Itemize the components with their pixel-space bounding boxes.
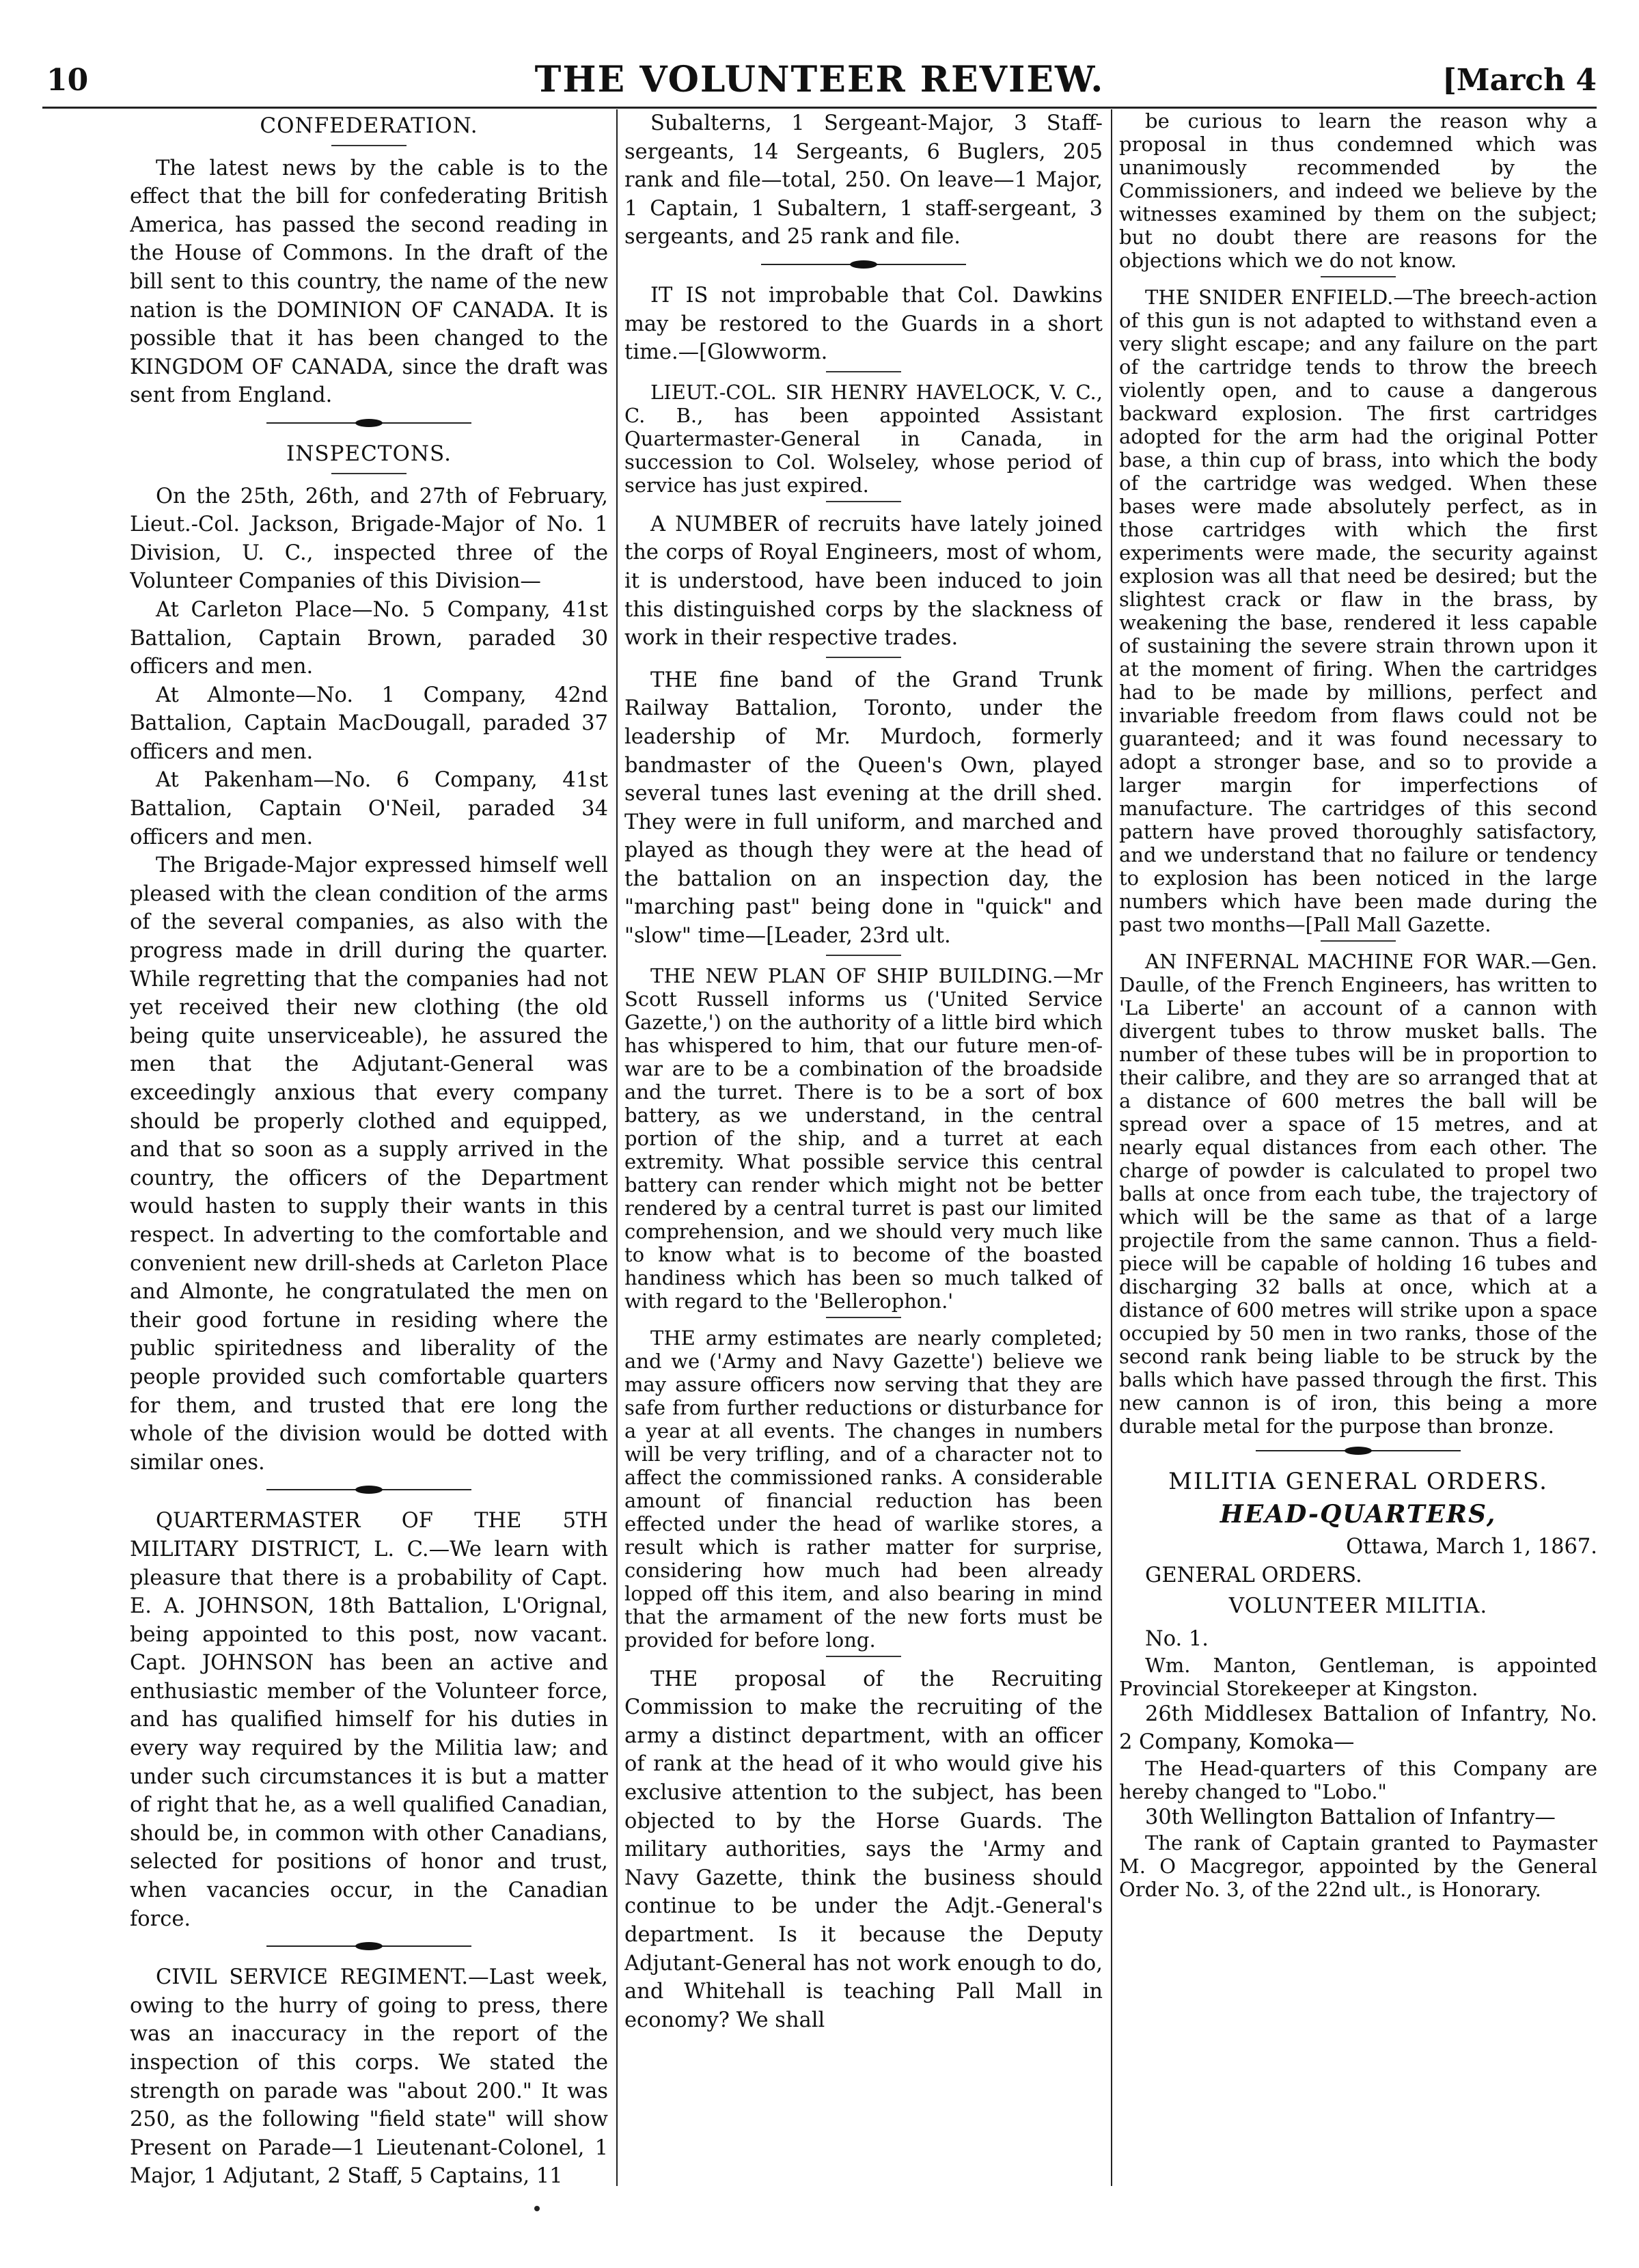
article-body-civil-service: —Last week, owing to the hurry of going to press, there was an inaccuracy in the report of the inspection of this corps. We stated the strength on parade was "about 200." It was 250, as the following "field state" will show Present on Parade—1 Lieutenant-Colonel, 1 Major, 1 Adjutant, 2 Staff, 5 Captains, 11 — [130, 1965, 608, 2189]
publication-title: THE VOLUNTEER REVIEW. — [534, 59, 1105, 100]
masthead-rule — [42, 107, 1597, 109]
order-middlesex-body: The Head-quarters of this Company are hereby changed to "Lobo." — [1119, 1756, 1597, 1803]
article-heading-inspections: INSPECTONS. — [286, 441, 452, 466]
orders-heading: MILITIA GENERAL ORDERS. — [1168, 1468, 1548, 1495]
heading-rule — [331, 473, 407, 474]
orders-dateline: Ottawa, March 1, 1867. — [1346, 1535, 1597, 1559]
order-wellington-body: The rank of Captain granted to Paymaster M. O Macgregor, appointed by the General Order No. 3, of the 22nd ult., is Honorary. — [1119, 1831, 1597, 1902]
article-lead-havelock: LIEUT.-COL. SIR HENRY HAVELOCK, V. C., C. B., — [624, 380, 1103, 427]
section-ornament — [266, 418, 471, 428]
article-inspections-pakenham: At Pakenham—No. 6 Company, 41st Battalion, Captain O'Neil, paraded 34 officers and men. — [130, 768, 608, 849]
article-lead-ship-building: THE NEW PLAN OF SHIP BUILDING. — [650, 964, 1053, 987]
article-inspections-carleton: At Carleton Place—No. 5 Company, 41st Battalion, Captain Brown, paraded 30 officers and men. — [130, 597, 608, 679]
article-rule — [1321, 276, 1396, 277]
page-number: 10 — [46, 63, 89, 98]
article-rule — [826, 371, 901, 372]
article-quartermaster — [130, 1507, 608, 1933]
article-body-ship-building: —Mr Scott Russell informs us ('United Service Gazette,') on the authority of a little bird which has whispered to him, that our future men-of-war are to be a combination of the broadside and the turret. There is to be a sort of box battery, as we understand, in the central portion of the ship, and a turret at each extremity. What possible service this central battery can render which might not be better rendered by a central turret is past our limited comprehension, and we should very much like to know what is to become of the boasted handiness which has been so much talked of with regard to the 'Bellerophon.' — [624, 964, 1103, 1313]
article-ship-building — [624, 964, 1103, 1313]
article-body-quartermaster: —We learn with pleasure that there is a probability of Capt. E. A. JOHNSON, 18th Battalion, L'Orignal, being appointed to this post, now vacant. Capt. JOHNSON has been an active and enthusiastic member of the Volunteer force, and has qualified himself for his duties in every way required by the Militia law; and under such circumstances it is but a matter of right that he, as a well qualified Canadian, should be, in common with other Canadians, selected for positions of honor and trust, when vacancies occur, in the Canadian force. — [130, 1537, 608, 1931]
article-rule — [826, 955, 901, 956]
section-ornament — [761, 260, 966, 269]
article-rule — [1321, 940, 1396, 942]
order-number: No. 1. — [1145, 1626, 1209, 1651]
article-heading-confederation: CONFEDERATION. — [260, 113, 478, 138]
section-ornament — [266, 1941, 471, 1951]
masthead — [42, 59, 1597, 107]
article-dawkins: IT IS not improbable that Col. Dawkins may be restored to the Guards in a short time.—[Glowworm. — [624, 283, 1103, 365]
column-3 — [1119, 109, 1597, 2196]
article-inspections-almonte: At Almonte—No. 1 Company, 42nd Battalion, Captain MacDougall, paraded 37 officers and men. — [130, 683, 608, 764]
article-body-havelock: has been appointed Assistant Quartermaster-General in Canada, in succession to Col. Wolseley, whose period of service has just expired. — [624, 403, 1103, 497]
headquarters-heading: HEAD-QUARTERS, — [1220, 1499, 1497, 1529]
column-2 — [624, 109, 1103, 2196]
article-recruiting-commission: THE proposal of the Recruiting Commission to make the recruiting of the army a distinct department, with an officer of rank at the head of it who would give his exclusive attention to the subject, has been objected to by the Horse Guards. The military authorities, says the 'Army and Navy Gazette, think the business should continue to be under the Adjt.-General's department. Is it because the Deputy Adjutant-General has not work enough to do, and Whitehall is teaching Pall Mall in economy? We shall — [624, 1667, 1103, 2032]
article-rule — [826, 657, 901, 658]
column-divider — [616, 109, 618, 2186]
article-rule — [826, 501, 901, 502]
article-havelock — [624, 381, 1103, 497]
article-rule — [826, 1656, 901, 1657]
article-body-snider-enfield: —The breech-action of this gun is not adapted to withstand even a very slight escape; and any failure on the part of the cartridge tends to throw the breech violently open, and to cause a dangerous backward explosion. The first cartridges adopted for the arm had the original Potter base, a thin cup of brass, into which the body of the cartridge was wedged. When these bases were made absolutely perfect, as in those cartridges with which the first experiments were made, the security against explosion was all that need be desired; but the slightest crack or flaw in the brass, by weakening the base, rendered it less capable of sustaining the severe strain thrown upon it at the moment of firing. When the cartridges had to be made by millions, perfect and invariable freedom from flaws could not be guaranteed; and it was found necessary to adopt a stronger base, and so to provide a larger margin for imperfections of manufacture. The cartridges of this second pattern have proved thoroughly satisfactory, and we understand that no failure or tendency to explosion has been noticed in the large numbers which have been made during the past two months—[Pall Mall Gazette. — [1119, 286, 1597, 936]
heading-rule — [331, 145, 407, 146]
article-recruiting-continued: be curious to learn the reason why a proposal in thus condemned which was unanimously recommended by the Commissioners, and indeed we believe by the witnesses examined by them on the subject; but no doubt there are reasons for the objections which we do not know. — [1119, 109, 1597, 272]
article-snider-enfield — [1119, 286, 1597, 936]
print-mark — [534, 2206, 540, 2211]
order-manton: Wm. Manton, Gentleman, is appointed Provincial Storekeeper at Kingston. — [1119, 1653, 1597, 1700]
order-middlesex-heading: 26th Middlesex Battalion of Infantry, No. 2 Company, Komoka— — [1119, 1702, 1597, 1755]
article-body-infernal-machine: —Gen. Daulle, of the French Engineers, has written to 'La Liberte' an account of a cannon with divergent tubes to throw musket balls. The number of these tubes will be in proportion to their calibre, and they are so arranged that at a distance of 600 metres the ball will be spread over a space of 15 metres, and at nearly equal distances from each other. The charge of powder is calculated to propel two balls at once from each tube, the trajectory of which will be the same as that of a large projectile from the same cannon. Thus a field-piece will be capable of holding 16 tubes and discharging 32 balls at once, which at a distance of 600 metres will strike upon a space occupied by 50 men in two ranks, those of the second rank being liable to be struck by the balls which have passed through the first. This new cannon is of iron, this being a more durable metal for the purpose than bronze. — [1119, 950, 1597, 1438]
column-1 — [130, 109, 608, 2196]
article-confederation: The latest news by the cable is to the effect that the bill for confederating British America, has passed the second reading in the House of Commons. In the draft of the bill sent to this country, the name of the new nation is the DOMINION OF CANADA. It is possible that it has been changed to the KINGDOM OF CANADA, since the draft was sent from England. — [130, 156, 608, 408]
article-lead-infernal-machine: AN INFERNAL MACHINE FOR WAR. — [1145, 950, 1531, 973]
article-lead-quartermaster: QUARTERMASTER OF THE 5TH MILITARY DISTRICT, L. C. — [130, 1509, 608, 1561]
general-orders-label: GENERAL ORDERS. — [1145, 1563, 1362, 1587]
article-lead-snider-enfield: THE SNIDER ENFIELD. — [1145, 286, 1394, 309]
column-divider — [1111, 109, 1112, 2186]
section-ornament — [1256, 1446, 1461, 1456]
article-army-estimates: THE army estimates are nearly completed; and we ('Army and Navy Gazette') believe we may assure officers now serving that they are safe from further reductions or disturbance for a year at all events. The changes in numbers will be very trifling, and of a character not to affect the commissioned ranks. A considerable amount of financial reduction has been effected under the head of warlike stores, a result which is rather matter for surprise, considering how much had been already lopped off this item, and also bearing in mind that the armament of the new forts must be provided for before long. — [624, 1326, 1103, 1652]
article-rule — [826, 1317, 901, 1318]
article-band: THE fine band of the Grand Trunk Railway Battalion, Toronto, under the leadership of Mr. Murdoch, formerly bandmaster of the Queen's Own, played several tunes last evening at the drill shed. They were in full uniform, and marched and played as though they were at the head of the battalion on an inspection day, the "marching past" being done in "quick" and "slow" time—[Leader, 23rd ult. — [624, 668, 1103, 948]
volunteer-militia-heading: VOLUNTEER MILITIA. — [1228, 1594, 1488, 1619]
article-recruits: A NUMBER of recruits have lately joined the corps of Royal Engineers, most of whom, it is understood, have been induced to join this distinguished corps by the slackness of work in their respective trades. — [624, 512, 1103, 651]
issue-date: [March 4 — [1442, 63, 1597, 98]
article-civil-service-continued: Subalterns, 1 Sergeant-Major, 3 Staff-sergeants, 14 Sergeants, 6 Buglers, 205 rank and file—total, 250. On leave—1 Major, 1 Captain, 1 Subaltern, 1 staff-sergeant, 3 sergeants, and 25 rank and file. — [624, 111, 1103, 249]
section-ornament — [266, 1485, 471, 1494]
article-inspections-intro: On the 25th, 26th, and 27th of February, Lieut.-Col. Jackson, Brigade-Major of No. 1 Division, U. C., inspected three of the Volunteer Companies of this Division— — [130, 484, 608, 594]
article-infernal-machine — [1119, 950, 1597, 1438]
order-wellington-heading: 30th Wellington Battalion of Infantry— — [1145, 1805, 1556, 1829]
article-civil-service — [130, 1963, 608, 2191]
article-lead-civil-service: CIVIL SERVICE REGIMENT. — [156, 1965, 469, 1990]
article-inspections-remarks: The Brigade-Major expressed himself well pleased with the clean condition of the arms of the several companies, as also with the progress made in drill during the quarter. While regretting that the companies had not yet received their new clothing (the old being quite unserviceable), he assured the men that the Adjutant-General was exceedingly anxious that every company should be properly clothed and equipped, and that so soon as a supply arrived in the country, the officers of the Department would hasten to supply their wants in this respect. In adverting to the comfortable and convenient new drill-sheds at Carleton Place and Almonte, he congratulated the men on their good fortune in residing where the public spiritedness and liberality of the people provided such comfortable quarters for them, and trusted that ere long the whole of the division would be dotted with similar ones. — [130, 853, 608, 1475]
